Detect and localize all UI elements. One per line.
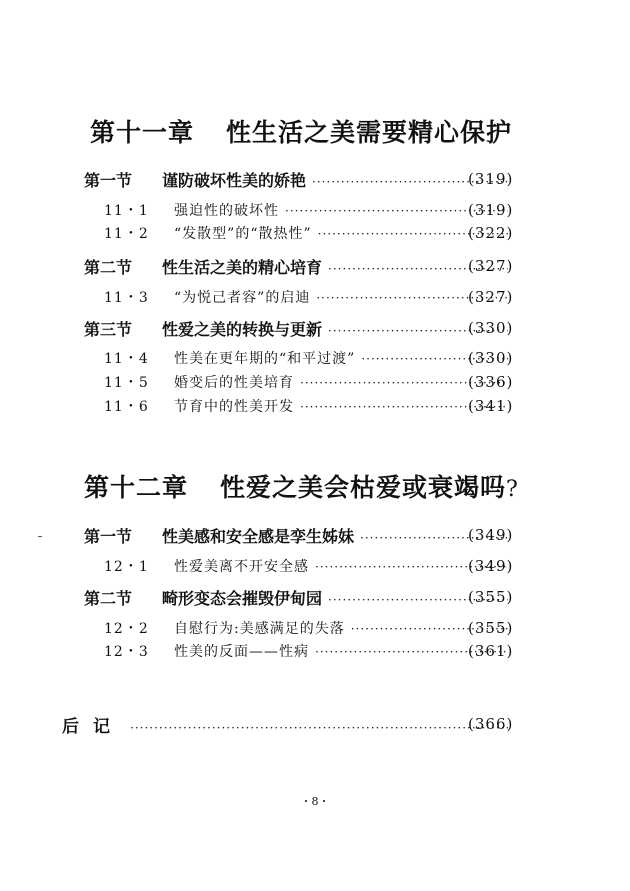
entry-page: (355): [468, 619, 514, 637]
entry-page: (319): [468, 170, 514, 188]
toc-entry[interactable]: [104, 618, 514, 642]
toc-entry[interactable]: [104, 223, 514, 247]
toc-entry-afterword[interactable]: [62, 712, 514, 736]
entry-page: (355): [468, 588, 514, 606]
entry-title: 性生活之美的精心培育: [162, 258, 323, 277]
chapter-11-heading: [90, 113, 512, 149]
entry-page: (349): [468, 557, 514, 575]
entry-title: 畸形变态会摧毁伊甸园: [162, 589, 323, 608]
entry-title: 性美感和安全感是孪生姊妹: [162, 527, 355, 546]
toc-entry[interactable]: [84, 524, 514, 548]
entry-page: (319): [468, 201, 514, 219]
entry-title: 强迫性的破坏性: [174, 203, 279, 219]
chapter-12-title: 性爱之美会枯爱或衰竭吗: [220, 473, 507, 502]
toc-entry[interactable]: [84, 586, 514, 610]
entry-title: 婚变后的性美培育: [174, 375, 294, 391]
entry-page: (327): [468, 288, 514, 306]
entry-label: 11・2: [104, 226, 149, 242]
entry-page: (330): [468, 319, 514, 337]
page-number: ・8・: [300, 795, 330, 808]
chapter-11-number: 第十一章: [90, 118, 195, 147]
toc-entry[interactable]: [104, 556, 514, 580]
entry-page: (322): [468, 224, 514, 242]
toc-entry[interactable]: [104, 372, 514, 396]
entry-label: 第一节: [84, 527, 133, 546]
entry-label: 12・3: [104, 644, 149, 660]
entry-title: “发散型”的“散热性”: [174, 226, 312, 242]
entry-title: “为悦己者容”的启迪: [174, 290, 311, 306]
entry-label: 11・5: [104, 375, 149, 391]
toc-entry[interactable]: [104, 200, 514, 224]
entry-label: 11・4: [104, 351, 149, 367]
entry-label: 12・2: [104, 621, 149, 637]
toc-entry[interactable]: [104, 348, 514, 372]
entry-label: 11・6: [104, 399, 149, 415]
entry-page: (361): [468, 642, 514, 660]
margin-mark: [38, 536, 42, 537]
entry-title: 性美在更年期的“和平过渡”: [174, 351, 356, 367]
afterword-page: (366): [468, 715, 514, 733]
toc-entry[interactable]: [104, 287, 514, 311]
entry-page: (349): [468, 526, 514, 544]
toc-entry[interactable]: [104, 396, 514, 420]
entry-label: 12・1: [104, 559, 149, 575]
entry-page: (330): [468, 349, 514, 367]
entry-label: 第二节: [84, 258, 133, 277]
entry-label: 11・1: [104, 203, 149, 219]
chapter-12-number: 第十二章: [84, 473, 189, 502]
entry-page: (341): [468, 397, 514, 415]
toc-entry[interactable]: [104, 641, 514, 665]
entry-title: 自慰行为:美感满足的失落: [174, 621, 345, 637]
toc-entry[interactable]: [84, 317, 514, 341]
chapter-12-heading: [84, 468, 519, 504]
afterword-label: 后记: [62, 717, 124, 737]
toc-entry[interactable]: [84, 255, 514, 279]
leader-dots: [130, 721, 508, 735]
entry-title: 性美的反面——性病: [174, 644, 309, 660]
entry-label: 第一节: [84, 171, 133, 190]
entry-label: 第二节: [84, 589, 133, 608]
entry-page: (327): [468, 257, 514, 275]
entry-label: 11・3: [104, 290, 149, 306]
entry-title: 性爱美离不开安全感: [174, 559, 309, 575]
entry-label: 第三节: [84, 320, 133, 339]
entry-page: (336): [468, 373, 514, 391]
chapter-11-title: 性生活之美需要精心保护: [226, 118, 513, 147]
entry-title: 性爱之美的转换与更新: [162, 320, 323, 339]
chapter-12-question-mark: ?: [506, 477, 519, 502]
entry-title: 谨防破坏性美的娇艳: [162, 171, 307, 190]
entry-title: 节育中的性美开发: [174, 399, 294, 415]
toc-entry[interactable]: [84, 168, 514, 192]
